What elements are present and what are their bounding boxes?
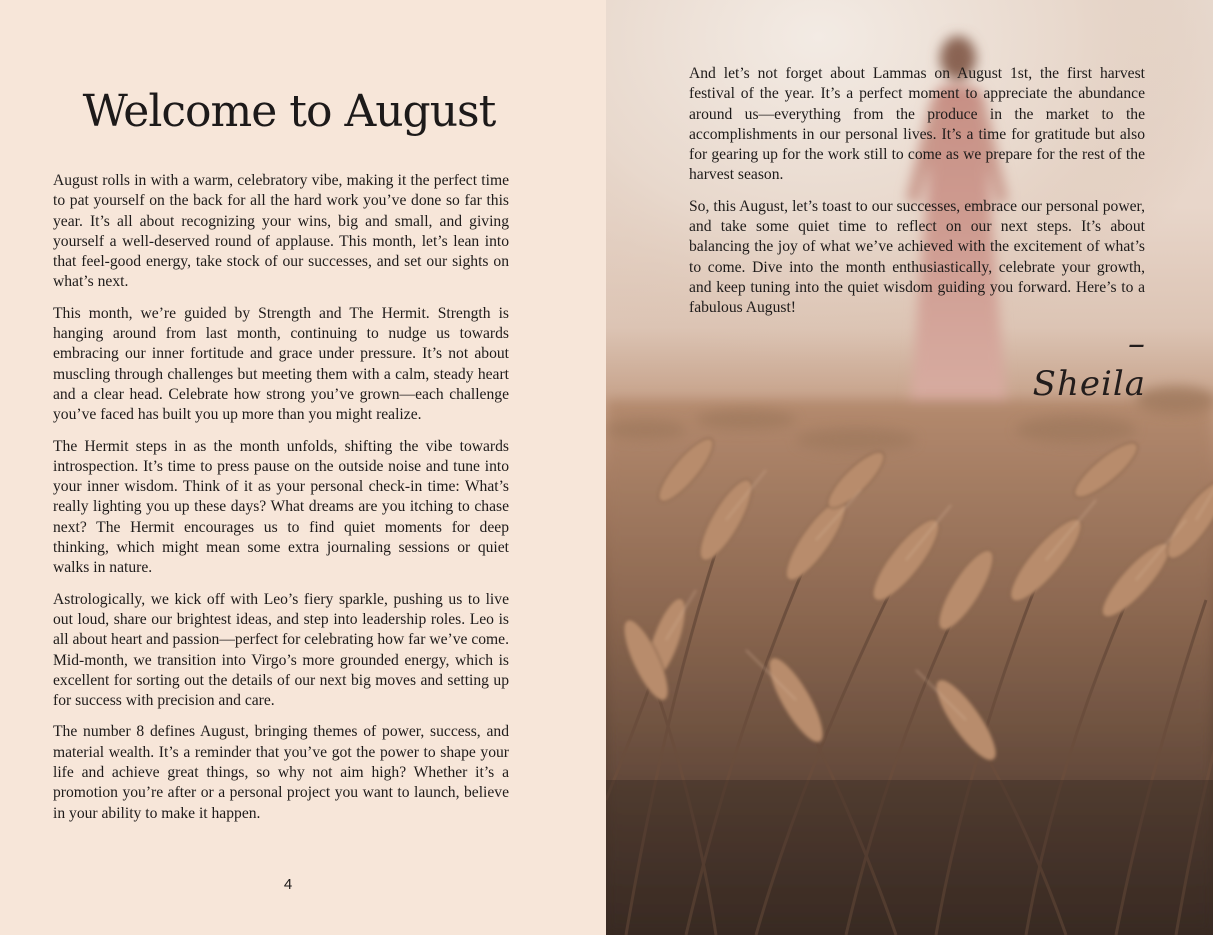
page-number: 4 (283, 876, 293, 893)
left-page-body (53, 171, 509, 835)
left-page (0, 0, 606, 935)
right-page (606, 0, 1213, 935)
body-paragraph: The Hermit steps in as the month unfolds, shifting the vibe towards introspection. It’s time to press pause on the outside noise and tune into your inner wisdom. Think of it as your personal check-in time: What’s really lighting you up these days? What dreams are you itching to chase next? The Hermit encourages us to find quiet moments for deep thinking, which might mean some extra journaling sessions or quiet walks in nature. (53, 437, 509, 577)
author-signature: –Sheila (1032, 324, 1146, 404)
body-paragraph: And let’s not forget about Lammas on August 1st, the first harvest festival of the year. It’s a perfect moment to appreciate the abundance around us—everything from the produce in the market to the accomplishments in our personal lives. It’s a time for gratitude but also for gearing up for the work still to come as we prepare for the rest of the harvest season. (689, 65, 1145, 184)
right-page-body (689, 64, 1145, 330)
body-paragraph: So, this August, let’s toast to our successes, embrace our personal power, and take some quiet time to reflect on our next steps. It’s about balancing the joy of what we’ve achieved with the excitement of what’s to come. Dive into the month enthusiastically, celebrate your growth, and keep tuning into the quiet wisdom guiding you forward. Here’s to a fabulous August! (689, 197, 1145, 317)
body-paragraph: August rolls in with a warm, celebratory vibe, making it the perfect time to pat yourself on the back for all the hard work you’ve done so far this year. It’s all about recognizing your wins, big and small, and giving yourself a well-deserved round of applause. This month, let’s lean into that feel-good energy, take stock of our successes, and set our sights on what’s next. (53, 172, 509, 291)
body-paragraph: Astrologically, we kick off with Leo’s fiery sparkle, pushing us to live out loud, share our brightest ideas, and step into leadership roles. Leo is all about heart and passion—perfect for celebrating how far we’ve come. Mid-month, we transition into Virgo’s more grounded energy, which is excellent for sorting out the details of our next big moves and setting up for success with precision and care. (53, 590, 509, 710)
body-paragraph: The number 8 defines August, bringing themes of power, success, and material wealth. It’s a reminder that you’ve got the power to shape your life and achieve great things, so why not aim high? Whether it’s a promotion you’re after or a personal project you want to launch, believe in your ability to make it happen. (53, 723, 509, 822)
page-title: Welcome to August (82, 86, 496, 137)
body-paragraph: This month, we’re guided by Strength and The Hermit. Strength is hanging around from last month, continuing to nudge us towards embracing our inner fortitude and grace under pressure. It’s not about muscling through challenges but meeting them with a calm, steady heart and a clear head. Celebrate how strong you’ve grown—each challenge you’ve faced has built you up more than you might realize. (53, 304, 509, 424)
